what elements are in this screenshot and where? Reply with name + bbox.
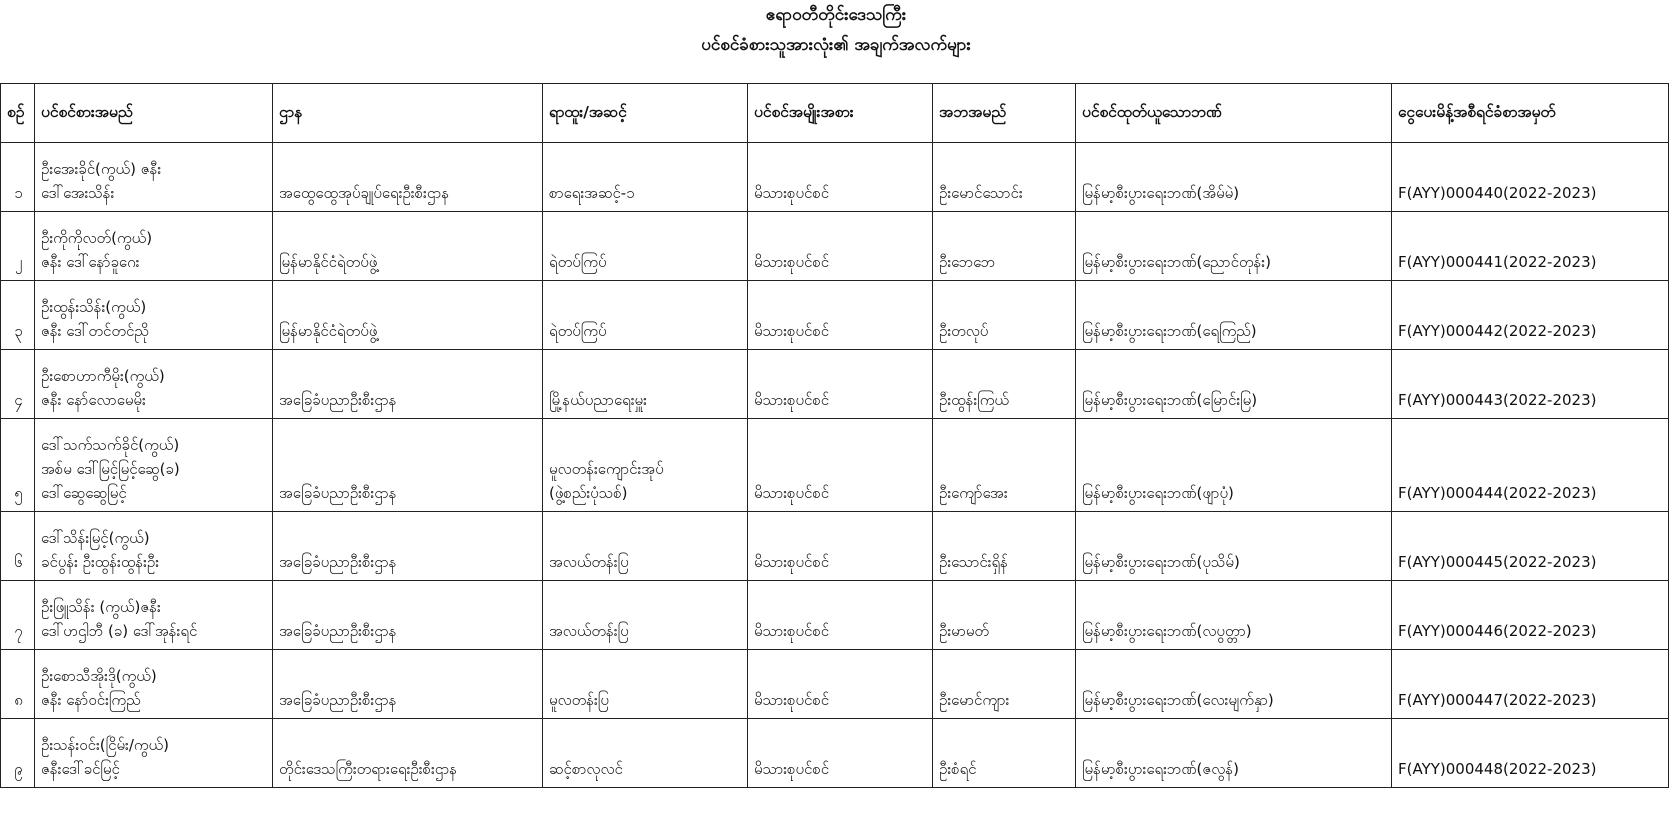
row-pensioner-name bbox=[35, 719, 273, 788]
name-line: ဇနီးဒေါ်ခင်မြင့် bbox=[41, 760, 120, 778]
row-rank bbox=[543, 719, 748, 788]
name-line: ဇနီး နော်လောမေမိုး bbox=[41, 391, 146, 409]
name-line: ခင်ပွန်း ဦးထွန်းထွန်းဦး bbox=[41, 553, 160, 571]
row-report-no bbox=[1392, 719, 1669, 788]
department-text: အထွေထွေအုပ်ချုပ်ရေးဦးစီးဌာန bbox=[279, 184, 450, 202]
header-report-no: ငွေပေးမိန့်အစီရင်ခံစာအမှတ် bbox=[1392, 84, 1669, 143]
department-text: အခြေခံပညာဦးစီးဌာန bbox=[279, 484, 397, 502]
row-pension-type bbox=[748, 281, 933, 350]
bank-text: မြန်မာ့စီးပွားရေးဘဏ်(ဖျာပုံ) bbox=[1082, 484, 1234, 502]
rank-text: အလယ်တန်းပြ bbox=[549, 622, 629, 640]
row-rank bbox=[543, 350, 748, 419]
rank-text: မူလတန်းပြ bbox=[549, 691, 609, 709]
row-rank bbox=[543, 581, 748, 650]
rank-text: အလယ်တန်းပြ bbox=[549, 553, 629, 571]
row-report-no bbox=[1392, 581, 1669, 650]
name-line: အစ်မ ဒေါ်မြင့်မြင့်ဆွေ(ခ) bbox=[41, 460, 180, 478]
department-text: တိုင်းဒေသကြီးတရားရေးဦးစီးဌာန bbox=[279, 760, 458, 778]
row-no: ၆ bbox=[1, 512, 35, 581]
rank-text: ရဲတပ်ကြပ် bbox=[549, 322, 607, 340]
row-department bbox=[273, 650, 543, 719]
table-row bbox=[1, 419, 1669, 512]
row-pension-type bbox=[748, 212, 933, 281]
row-report-no bbox=[1392, 350, 1669, 419]
father-name-text: ဦးကျော်အေး bbox=[939, 484, 1008, 502]
document-subtitle: ပင်စင်ခံစားသူအားလုံး၏ အချက်အလက်များ bbox=[701, 35, 971, 55]
bank-text: မြန်မာ့စီးပွားရေးဘဏ်(လေးမျက်နှာ) bbox=[1082, 691, 1274, 709]
row-pension-type bbox=[748, 419, 933, 512]
row-department bbox=[273, 281, 543, 350]
row-bank bbox=[1076, 512, 1392, 581]
row-pensioner-name bbox=[35, 650, 273, 719]
row-pension-type bbox=[748, 719, 933, 788]
row-report-no bbox=[1392, 281, 1669, 350]
row-report-no bbox=[1392, 512, 1669, 581]
table-row bbox=[1, 281, 1669, 350]
department-text: အခြေခံပညာဦးစီးဌာန bbox=[279, 622, 397, 640]
bank-text: မြန်မာ့စီးပွားရေးဘဏ်(မြောင်းမြ) bbox=[1082, 391, 1258, 409]
report-no-text: F(AYY)000448(2022-2023) bbox=[1398, 760, 1597, 778]
row-report-no bbox=[1392, 143, 1669, 212]
name-line: ဦးစောသီအိုးဒို(ကွယ်) bbox=[41, 667, 157, 685]
header-bank: ပင်စင်ထုတ်ယူသောဘဏ် bbox=[1076, 84, 1392, 143]
row-rank bbox=[543, 512, 748, 581]
row-pension-type bbox=[748, 350, 933, 419]
row-rank bbox=[543, 650, 748, 719]
row-father-name bbox=[933, 719, 1076, 788]
name-line: ဦးအေးခိုင်(ကွယ်) ဇနီး bbox=[41, 160, 162, 178]
document-title-block bbox=[0, 0, 1672, 60]
name-line: ဇနီး ဒေါ်တင်တင်ညို bbox=[41, 322, 149, 340]
report-no-text: F(AYY)000445(2022-2023) bbox=[1398, 553, 1597, 571]
name-line: ဇနီး ဒေါ်နော်ခူဂေး bbox=[41, 253, 140, 271]
row-department bbox=[273, 719, 543, 788]
row-no: ၉ bbox=[1, 719, 35, 788]
row-father-name bbox=[933, 350, 1076, 419]
department-text: အခြေခံပညာဦးစီးဌာန bbox=[279, 691, 397, 709]
row-father-name bbox=[933, 212, 1076, 281]
row-bank bbox=[1076, 281, 1392, 350]
row-pensioner-name bbox=[35, 281, 273, 350]
row-no: ၂ bbox=[1, 212, 35, 281]
father-name-text: ဦးတလုပ် bbox=[939, 322, 989, 340]
row-bank bbox=[1076, 419, 1392, 512]
name-line: ဦးဖြူသိန်း (ကွယ်)ဇနီး bbox=[41, 598, 161, 616]
row-pensioner-name bbox=[35, 512, 273, 581]
header-father-name: အဘအမည် bbox=[933, 84, 1076, 143]
bank-text: မြန်မာ့စီးပွားရေးဘဏ်(လပွတ္တာ) bbox=[1082, 622, 1252, 640]
row-no: ၈ bbox=[1, 650, 35, 719]
row-father-name bbox=[933, 512, 1076, 581]
row-bank bbox=[1076, 212, 1392, 281]
pension-type-text: မိသားစုပင်စင် bbox=[754, 622, 830, 640]
header-rank: ရာထူး/အဆင့် bbox=[543, 84, 748, 143]
name-line: ဦးသန်းဝင်း(ငြိမ်း/ကွယ်) bbox=[41, 736, 169, 754]
document-title: ဧရာဝတီတိုင်းဒေသကြီး bbox=[765, 5, 907, 25]
row-pensioner-name bbox=[35, 581, 273, 650]
father-name-text: ဦးမောင်သောင်း bbox=[939, 184, 1023, 202]
row-no: ၇ bbox=[1, 581, 35, 650]
row-father-name bbox=[933, 581, 1076, 650]
row-department bbox=[273, 512, 543, 581]
department-text: မြန်မာနိုင်ငံရဲတပ်ဖွဲ့ bbox=[279, 253, 378, 271]
row-rank bbox=[543, 419, 748, 512]
report-no-text: F(AYY)000441(2022-2023) bbox=[1398, 253, 1597, 271]
pension-type-text: မိသားစုပင်စင် bbox=[754, 391, 830, 409]
report-no-text: F(AYY)000444(2022-2023) bbox=[1398, 484, 1597, 502]
bank-text: မြန်မာ့စီးပွားရေးဘဏ်(ရေကြည်) bbox=[1082, 322, 1257, 340]
father-name-text: ဦးသောင်းရှိန် bbox=[939, 553, 1008, 571]
table-row bbox=[1, 581, 1669, 650]
row-father-name bbox=[933, 650, 1076, 719]
name-line: ဦးထွန်းသိန်း(ကွယ်) bbox=[41, 298, 147, 316]
pension-type-text: မိသားစုပင်စင် bbox=[754, 553, 830, 571]
row-no: ၁ bbox=[1, 143, 35, 212]
row-rank bbox=[543, 281, 748, 350]
row-pension-type bbox=[748, 143, 933, 212]
name-line: ဇနီး နော်ဝင်းကြည် bbox=[41, 691, 141, 709]
row-department bbox=[273, 350, 543, 419]
name-line: ဒေါ်ဟဌါဘီ (ခ) ဒေါ်အုန်းရင် bbox=[41, 622, 198, 640]
pension-type-text: မိသားစုပင်စင် bbox=[754, 691, 830, 709]
name-line: ဒေါ်ဆွေဆွေမြင့် bbox=[41, 484, 127, 502]
pension-type-text: မိသားစုပင်စင် bbox=[754, 484, 830, 502]
row-report-no bbox=[1392, 212, 1669, 281]
name-line: ဒေါ်အေးသိန်း bbox=[41, 184, 115, 202]
department-text: အခြေခံပညာဦးစီးဌာန bbox=[279, 553, 397, 571]
header-pension-type: ပင်စင်အမျိုးအစား bbox=[748, 84, 933, 143]
row-pensioner-name bbox=[35, 143, 273, 212]
row-bank bbox=[1076, 143, 1392, 212]
row-pensioner-name bbox=[35, 212, 273, 281]
row-bank bbox=[1076, 581, 1392, 650]
row-department bbox=[273, 419, 543, 512]
father-name-text: ဦးမာမတ် bbox=[939, 622, 990, 640]
table-row bbox=[1, 512, 1669, 581]
department-text: မြန်မာနိုင်ငံရဲတပ်ဖွဲ့ bbox=[279, 322, 378, 340]
bank-text: မြန်မာ့စီးပွားရေးဘဏ်(ပုသိမ်) bbox=[1082, 553, 1240, 571]
pension-type-text: မိသားစုပင်စင် bbox=[754, 184, 830, 202]
pension-type-text: မိသားစုပင်စင် bbox=[754, 322, 830, 340]
table-header-row bbox=[1, 84, 1669, 143]
rank-text: ရဲတပ်ကြပ် bbox=[549, 253, 607, 271]
row-pensioner-name bbox=[35, 419, 273, 512]
row-department bbox=[273, 581, 543, 650]
rank-text: ဆင့်စာလုလင် bbox=[549, 760, 623, 778]
rank-text: မြို့နယ်ပညာရေးမှူး bbox=[549, 391, 647, 409]
rank-text: စာရေးအဆင့်-၁ bbox=[549, 184, 635, 202]
father-name-text: ဦးမောင်ကျား bbox=[939, 691, 1010, 709]
header-department: ဌာန bbox=[273, 84, 543, 143]
report-no-text: F(AYY)000446(2022-2023) bbox=[1398, 622, 1597, 640]
report-no-text: F(AYY)000447(2022-2023) bbox=[1398, 691, 1597, 709]
pension-table bbox=[0, 83, 1669, 788]
table-row bbox=[1, 719, 1669, 788]
row-bank bbox=[1076, 719, 1392, 788]
name-line: ဦးကိုကိုလတ်(ကွယ်) bbox=[41, 229, 153, 247]
table-row bbox=[1, 350, 1669, 419]
row-no: ၃ bbox=[1, 281, 35, 350]
bank-text: မြန်မာ့စီးပွားရေးဘဏ်(ဇလွန်) bbox=[1082, 760, 1239, 778]
row-pension-type bbox=[748, 581, 933, 650]
name-line: ဦးစောဟာကီမိုး(ကွယ်) bbox=[41, 367, 165, 385]
row-no: ၄ bbox=[1, 350, 35, 419]
row-pensioner-name bbox=[35, 350, 273, 419]
pension-type-text: မိသားစုပင်စင် bbox=[754, 760, 830, 778]
row-report-no bbox=[1392, 650, 1669, 719]
department-text: အခြေခံပညာဦးစီးဌာန bbox=[279, 391, 397, 409]
row-father-name bbox=[933, 419, 1076, 512]
header-pensioner-name: ပင်စင်စားအမည် bbox=[35, 84, 273, 143]
rank-text: မူလတန်းကျောင်းအုပ် bbox=[549, 460, 664, 478]
report-no-text: F(AYY)000442(2022-2023) bbox=[1398, 322, 1597, 340]
row-rank bbox=[543, 212, 748, 281]
bank-text: မြန်မာ့စီးပွားရေးဘဏ်(အိမ်မဲ) bbox=[1082, 184, 1240, 202]
report-no-text: F(AYY)000440(2022-2023) bbox=[1398, 184, 1597, 202]
rank-text: (ဖွဲ့စည်းပုံသစ်) bbox=[549, 484, 628, 502]
row-pension-type bbox=[748, 512, 933, 581]
father-name-text: ဦးထွန်းကြယ် bbox=[939, 391, 1009, 409]
row-rank bbox=[543, 143, 748, 212]
father-name-text: ဦးဘေဘေ bbox=[939, 253, 996, 271]
name-line: ဒေါ်သက်သက်ခိုင်(ကွယ်) bbox=[41, 436, 180, 454]
pension-type-text: မိသားစုပင်စင် bbox=[754, 253, 830, 271]
row-department bbox=[273, 212, 543, 281]
bank-text: မြန်မာ့စီးပွားရေးဘဏ်(ညောင်တုန်း) bbox=[1082, 253, 1271, 271]
row-bank bbox=[1076, 350, 1392, 419]
table-row bbox=[1, 212, 1669, 281]
report-no-text: F(AYY)000443(2022-2023) bbox=[1398, 391, 1597, 409]
row-department bbox=[273, 143, 543, 212]
father-name-text: ဦးစံရင် bbox=[939, 760, 977, 778]
table-row bbox=[1, 143, 1669, 212]
table-row bbox=[1, 650, 1669, 719]
header-no: စဉ် bbox=[1, 84, 35, 143]
row-bank bbox=[1076, 650, 1392, 719]
row-pension-type bbox=[748, 650, 933, 719]
row-father-name bbox=[933, 281, 1076, 350]
row-report-no bbox=[1392, 419, 1669, 512]
row-father-name bbox=[933, 143, 1076, 212]
name-line: ဒေါ်သိန်းမြင့်(ကွယ်) bbox=[41, 529, 150, 547]
row-no: ၅ bbox=[1, 419, 35, 512]
